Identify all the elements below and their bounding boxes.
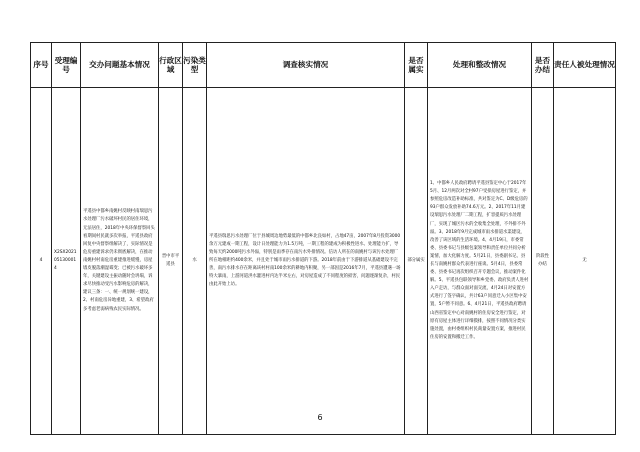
handling-text: 1、中都乡人民政府聘请平遥县鉴定中心于2017年5月、12月两次对全村97户受损房屋进行鉴定，并参照危房改造补助标准，共对鉴定为C、D级危房的93户群众发放补助74.6万元。2、2017年11月建设瑞思污水处理厂二期工程，扩容提质污水处理厂，实现了城区污水的全收集全处理，不外排不外溢。3、2018年9月完成城市雨水排道水渠建设，改善了该区域的生活环境。4、4月19日，市委常委、县委书记与县级包案领导和责任单位共同分析案情，加大化解力度。5月21日，县委副书记、县长与南姚村群众代表进行座谈。5月4日，县委常委、县委书记再次组织召开专题会议，推动案件化解。5、平遥县包联领导和乡党委、政府负责人进村入户走访，与群众面对面交流，4月24日对安置方式进行了签字确认，共计63户同意迁入小区集中安置，5户暂不同意。6、4月21日，平遥县政府聘请山西省鉴定中心对南姚村的住房安全进行鉴定，对原有房屋主体进行详细摸排，按照不同情况分类实施处置，由村委组织村民商量安置方案，推进村民住房的安置和搬迁工作。 [430, 181, 529, 340]
header-region: 行政区域 [159, 43, 183, 88]
cell-issue [81, 88, 159, 435]
cell-pollution-type [183, 88, 207, 435]
case-no-text: X2SX2021051300014 [54, 249, 77, 272]
issue-text: 平遥县中都乡南姚村反映村南瑞思污水处理厂污水破坏村民的居住环境，无法居住，2018年中央环保督察回头看期间村民就多次举报，平遥县政府回复中央督察组解决了，实际情况是危房重建诉求仍未彻底解决，在推动南姚村村南危房重建推进缓慢，房屋墙皮脱落潮湿霉变；已被污水破坏多年，关键建设主振动随时会坍塌，诉求尽快推动受污水影响危房的解决，建议三条：一、统一规划统一建设，2、村南危房异地重建，3、希望政府多考虑老弱病残农民实际情况。 [83, 209, 155, 312]
header-investigation: 调查核实情况 [207, 43, 405, 88]
table-row [31, 88, 616, 435]
region-text: 晋中市平遥县 [161, 253, 180, 267]
header-issue: 交办问题基本情况 [81, 43, 159, 88]
cell-handling [428, 88, 532, 435]
pollution-type-text: 水 [192, 257, 197, 263]
accountability-text: 无 [582, 257, 587, 263]
cell-case-no [52, 88, 81, 435]
case-table [30, 42, 616, 435]
cell-closed [532, 88, 554, 435]
closed-text: 阶段性办结 [535, 253, 550, 267]
header-seq: 序号 [31, 43, 52, 88]
cell-region [159, 88, 183, 435]
table-header-row [31, 43, 616, 88]
cell-accountability [554, 88, 616, 435]
header-pollution-type: 污染类型 [183, 43, 207, 88]
header-closed: 是否办结 [532, 43, 554, 88]
cell-investigation [207, 88, 405, 435]
page-number: 6 [317, 413, 323, 422]
header-accountability: 责任人被处理情况 [554, 43, 616, 88]
header-verified: 是否属实 [405, 43, 428, 88]
cell-seq [31, 88, 52, 435]
investigation-text: 平遥县瑞思污水处理厂位于县城周边地势最低的中都乡北良如村，占地47亩，2007年8月投资3000余万元建成一期工程，设计日处理能力为1.5万吨，一期工程的建成为积极性进水、处理能力扩，导致每天约2000吨污水外溢，特别是雨季存在南污水外排情况。信访人所在的南姚村与该污水处理厂所在地相距约400余米，并且处于城市雨污水排道的下游。2018年前由于下游排道从基础建设不完善，南污水排水存在距离该村村南100余米的耕地内积聚，另一部因是2016年7月，平遥县遭遇一场特大暴雨，上游河道洪水灌进村内达半米左右，对房屋造成了不同程度的损害，问题逐渐复杂，村民由此开始上访。 [209, 233, 401, 288]
cell-verified [405, 88, 428, 435]
header-case-no: 受理编号 [52, 43, 81, 88]
seq-text: 4 [39, 257, 43, 263]
header-handling: 处理和整改情况 [428, 43, 532, 88]
verified-text: 部分属实 [407, 257, 425, 263]
